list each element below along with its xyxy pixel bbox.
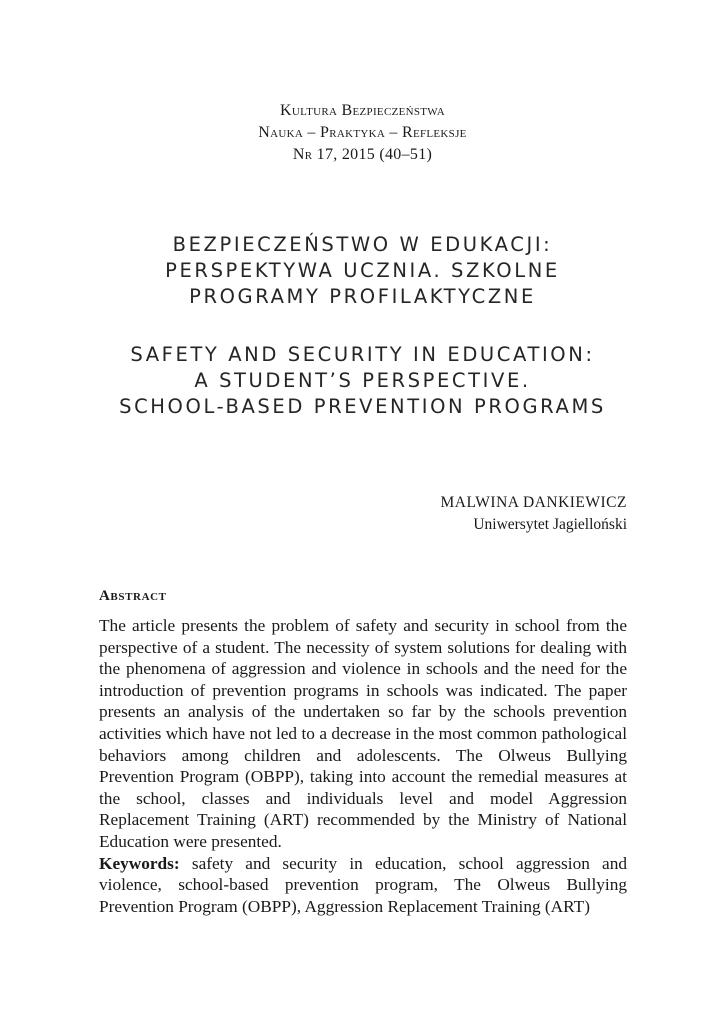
title-polish-line: PROGRAMY PROFILAKTYCZNE [189,285,536,308]
journal-name: Kultura Bezpieczeństwa [279,102,446,119]
journal-subtitle: Nauka – Praktyka – Refleksje [258,124,467,141]
abstract-section [99,585,627,917]
abstract-heading: Abstract [99,588,167,604]
title-polish-line: BEZPIECZEŃSTWO W EDUKACJI: [172,233,553,256]
title-polish [0,232,725,310]
abstract-text: The article presents the problem of safety and security in school from the perspective of a student. The necessity of system solutions for dealing with the phenomena of aggression and violence in schools and the need for the introduction of prevention programs in schools was indicated. The paper presents an analysis of the undertaken so far by the schools prevention activities which have not led to a decrease in the most common pathological behaviors among children and adolescents. The Olweus Bullying Prevention Program (OBPP), taking into account the remedial measures at the school, classes and individuals level and model Aggression Replacement Training (ART) recommended by the Ministry of National Education were presented. [99,616,627,851]
title-english [0,342,725,420]
journal-issue [0,144,725,166]
author-block [441,492,628,536]
keywords-label: Keywords: [99,853,180,873]
title-english-line: SCHOOL-BASED PREVENTION PROGRAMS [119,395,606,418]
keywords-text: safety and security in education, school aggression and violence, school-based prevention program, The Olweus Bullying Prevention Program (OBPP), Aggression Replacement Training (ART) [99,853,628,916]
title-english-line: SAFETY AND SECURITY IN EDUCATION: [130,343,595,366]
author-affiliation: Uniwersytet Jagielloński [473,516,627,533]
title-polish-line: PERSPEKTYWA UCZNIA. SZKOLNE [165,259,560,282]
journal-header [0,100,725,166]
issue-label: Nr [292,146,313,163]
issue-details: 17, 2015 (40–51) [316,146,433,163]
title-english-line: A STUDENT’S PERSPECTIVE. [194,369,531,392]
author-name: MALWINA DANKIEWICZ [440,494,627,511]
abstract-body [99,615,627,917]
